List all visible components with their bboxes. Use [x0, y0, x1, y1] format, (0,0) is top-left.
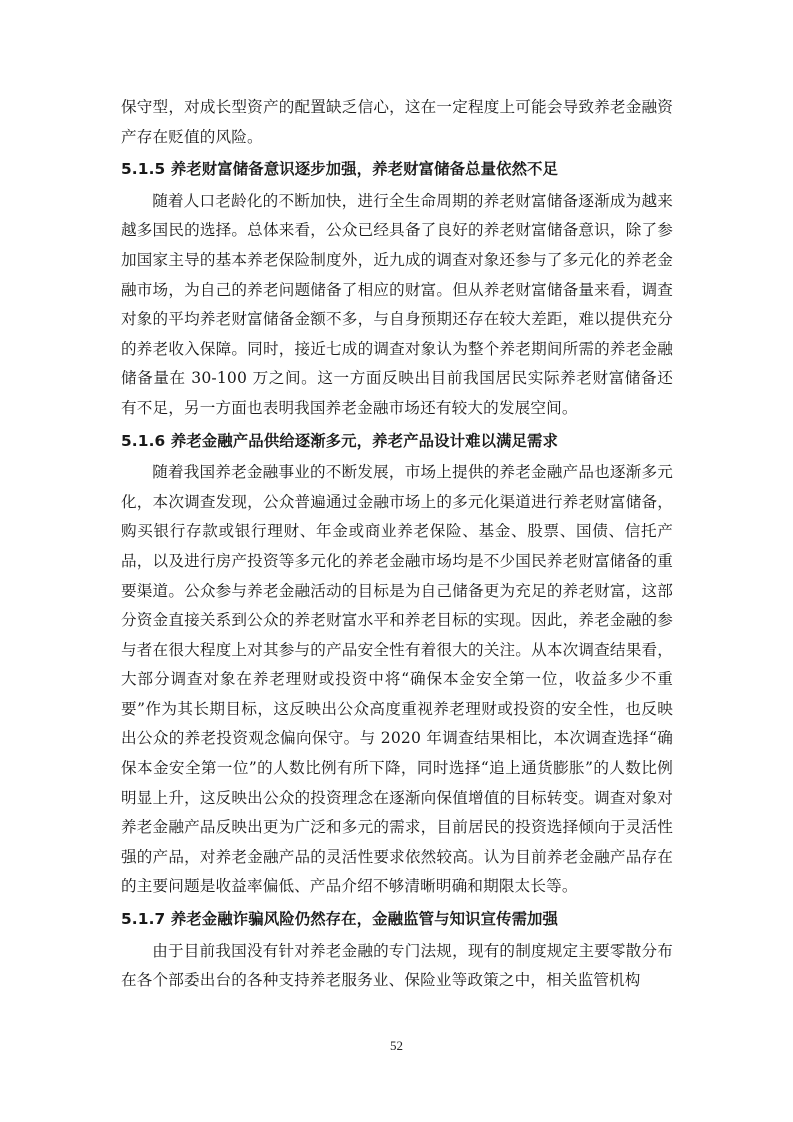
page-body — [121, 93, 673, 996]
section-heading-5-1-7: 5.1.7 养老金融诈骗风险仍然存在，金融监管与知识宣传需加强 — [121, 910, 559, 929]
section-heading-5-1-5: 5.1.5 养老财富储备意识逐步加强，养老财富储备总量依然不足 — [121, 160, 559, 179]
paragraph-5-1-6: 随着我国养老金融事业的不断发展，市场上提供的养老金融产品也逐渐多元化，本次调查发现，公众普遍通过金融市场上的多元化渠道进行养老财富储备，购买银行存款或银行理财、年金或商业养老保险、基金、股票、国债、信托产品，以及进行房产投资等多元化的养老金融市场均是不少国民养老财富储备的重要渠道。公众参与养老金融活动的目标是为自己储备更为充足的养老财富，这部分资金直接关系到公众的养老财富水平和养老目标的实现。因此，养老金融的参与者在很大程度上对其参与的产品安全性有着很大的关注。从本次调查结果看，大部分调查对象在养老理财或投资中将“确保本金安全第一位，收益多少不重要”作为其长期目标，这反映出公众高度重视养老理财或投资的安全性，也反映出公众的养老投资观念偏向保守。与 2020 年调查结果相比，本次调查选择“确保本金安全第一位”的人数比例有所下降，同时选择“追上通货膨胀”的人数比例明显上升，这反映出公众的投资理念在逐渐向保值增值的目标转变。调查对象对养老金融产品反映出更为广泛和多元的需求，目前居民的投资选择倾向于灵活性强的产品，对养老金融产品的灵活性要求依然较高。认为目前养老金融产品存在的主要问题是收益率偏低、产品介绍不够清晰明确和期限太长等。 — [121, 463, 673, 896]
paragraph-5-1-5: 随着人口老龄化的不断加快，进行全生命周期的养老财富储备逐渐成为越来越多国民的选择。总体来看，公众已经具备了良好的养老财富储备意识，除了参加国家主导的基本养老保险制度外，近九成的调查对象还参与了多元化的养老金融市场，为自己的养老问题储备了相应的财富。但从养老财富储备量来看，调查对象的平均养老财富储备金额不多，与自身预期还存在较大差距，难以提供充分的养老收入保障。同时，接近七成的调查对象认为整个养老期间所需的养老金融储备量在 30-100 万之间。这一方面反映出目前我国居民实际养老财富储备还有不足，另一方面也表明我国养老金融市场还有较大的发展空间。 — [121, 191, 673, 417]
paragraph-5-1-7: 由于目前我国没有针对养老金融的专门法规，现有的制度规定主要零散分布在各个部委出台的各种支持养老服务业、保险业等政策之中，相关监管机构 — [121, 941, 673, 990]
paragraph-continuation: 保守型，对成长型资产的配置缺乏信心，这在一定程度上可能会导致养老金融资产存在贬值的风险。 — [121, 98, 673, 146]
section-heading-5-1-6: 5.1.6 养老金融产品供给逐渐多元，养老产品设计难以满足需求 — [121, 431, 559, 450]
page-number: 52 — [390, 1038, 403, 1053]
